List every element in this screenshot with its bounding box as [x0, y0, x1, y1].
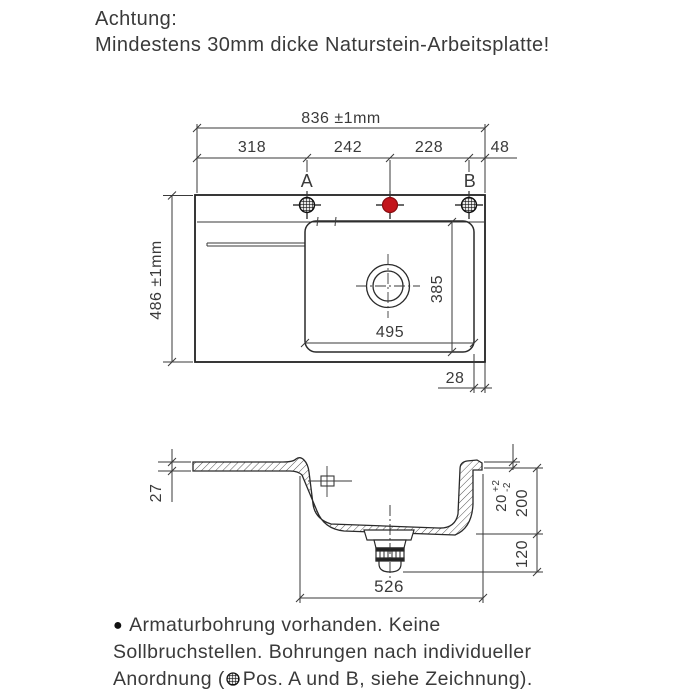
dim-label-20-minus: -2 [502, 482, 513, 492]
dim-486 [163, 192, 193, 367]
footer-line3 [113, 666, 533, 693]
dim-label-48: 48 [490, 139, 510, 156]
section-hole-marker [308, 466, 352, 497]
dim-label-20: 20 [493, 494, 510, 512]
dim-label-242: 242 [333, 139, 363, 156]
drain-flange [364, 530, 414, 540]
bullet-icon: ● [113, 617, 124, 634]
dim-label-20-tol [491, 480, 513, 512]
dim-label-486: 486 ±1mm [148, 240, 165, 320]
dim-label-27: 27 [148, 483, 165, 503]
dim-label-526: 526 [374, 577, 404, 596]
section-view [148, 444, 543, 603]
footer-line1 [113, 612, 533, 639]
hole-label-b: B [463, 171, 477, 191]
warning-body: Mindestens 30mm dicke Naturstein-Arbeitsplatte! [95, 34, 550, 56]
section-profile [193, 458, 482, 535]
footer-line1-text: Armaturbohrung vorhanden. Keine [129, 614, 441, 636]
dim-label-836: 836 ±1mm [301, 110, 381, 127]
hatched-hole-icon [226, 672, 240, 686]
drainboard-groove [207, 243, 305, 246]
drain-centerlines [356, 254, 420, 318]
dim-label-120: 120 [514, 539, 531, 569]
dim-label-495: 495 [375, 324, 405, 341]
dim-label-385: 385 [429, 274, 446, 304]
footer-note [113, 612, 533, 693]
footer-line3-post: Pos. A und B, siehe Zeichnung). [242, 668, 533, 690]
dim-label-20-plus: +2 [491, 479, 502, 492]
top-view [148, 110, 517, 393]
warning-title: Achtung: [95, 8, 178, 30]
hole-label-a: A [300, 171, 314, 191]
dim-label-318: 318 [237, 139, 267, 156]
footer-line3-pre: Anordnung ( [113, 668, 225, 690]
dim-label-28: 28 [445, 370, 465, 387]
dim-label-200: 200 [514, 488, 531, 518]
dim-label-228: 228 [414, 139, 444, 156]
drain-assembly [364, 505, 414, 581]
dim-385 [448, 218, 456, 356]
footer-line2: Sollbruchstellen. Bohrungen nach individueller [113, 641, 532, 663]
